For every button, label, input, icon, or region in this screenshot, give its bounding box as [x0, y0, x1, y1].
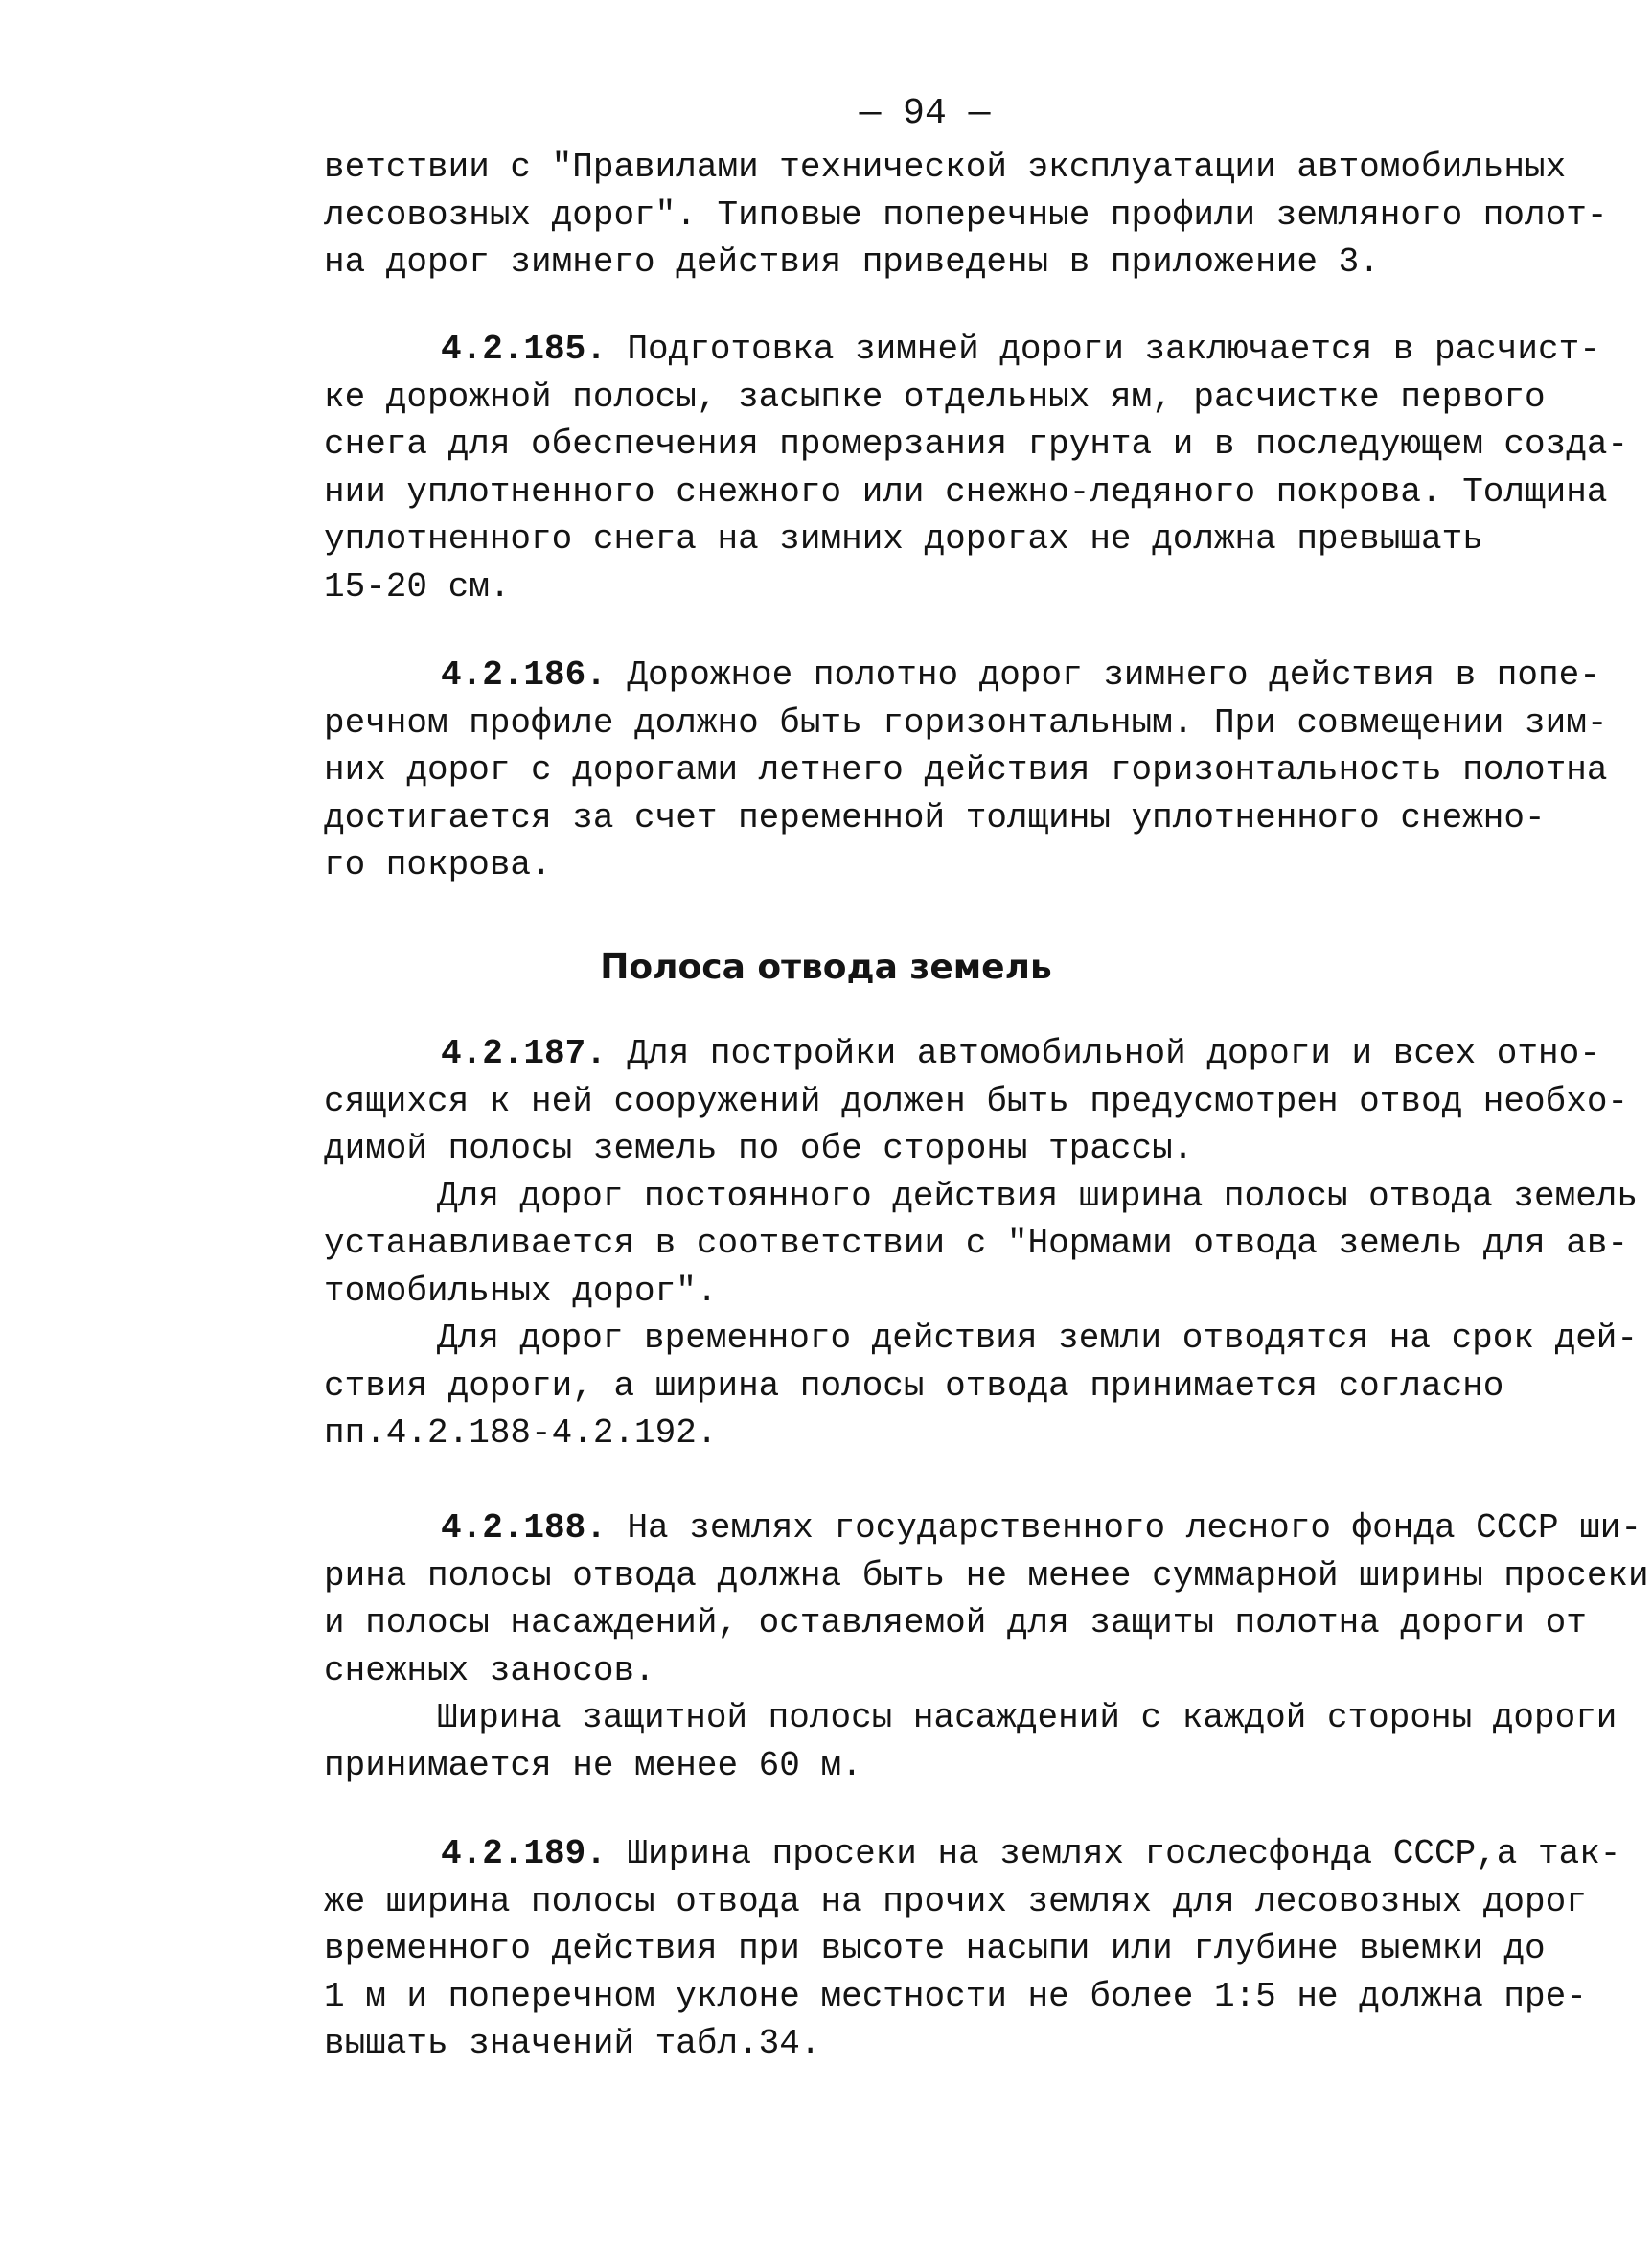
- paragraph-first-line: [324, 652, 1600, 700]
- clause-number: 4.2.187.: [441, 1034, 607, 1073]
- text-line: на дорог зимнего действия приведены в приложение 3.: [324, 242, 1380, 282]
- page-number: — 94 —: [859, 93, 991, 134]
- text-line: речном профиле должно быть горизонтальным. При совмещении зим-: [324, 702, 1608, 743]
- paragraph-first-line: [324, 1030, 1600, 1078]
- paragraph-4-2-189: [324, 1830, 1621, 2068]
- paragraph-first-line: [324, 1504, 1642, 1552]
- clause-number: 4.2.189.: [441, 1834, 607, 1873]
- text-line: димой полосы земель по обе стороны трассы.: [324, 1129, 1194, 1168]
- clause-number: 4.2.186.: [441, 655, 607, 695]
- text-line: го покрова.: [324, 845, 552, 884]
- text-line: снежных заносов.: [324, 1650, 655, 1690]
- text-line: них дорог с дорогами летнего действия горизонтальность полотна: [324, 750, 1608, 790]
- text-line: томобильных дорог".: [324, 1271, 718, 1311]
- text-line: же ширина полосы отвода на прочих землях для лесовозных дорог: [324, 1881, 1587, 1921]
- text-line: Ширина защитной полосы насаждений с каждой стороны дороги: [437, 1698, 1618, 1737]
- paragraph-4-2-188: [324, 1504, 1649, 1789]
- text-line: 15-20 см.: [324, 566, 511, 607]
- paragraph-first-line: [324, 1830, 1621, 1878]
- text-line: Для дорог временного действия земли отводятся на срок дей-: [437, 1319, 1639, 1358]
- text-line: ветствии с "Правилами технической эксплуатации автомобильных: [324, 148, 1567, 187]
- text-line: пп.4.2.188-4.2.192.: [324, 1413, 718, 1453]
- text-line: лесовозных дорог". Типовые поперечные профили земляного полот-: [324, 195, 1608, 235]
- text-line: временного действия при высоте насыпи или глубине выемки до: [324, 1929, 1546, 1968]
- text-line: ке дорожной полосы, засыпке отдельных ям, расчистке первого: [324, 377, 1546, 417]
- paragraph-first-line: [324, 326, 1600, 374]
- clause-number: 4.2.185.: [441, 330, 607, 369]
- text-line: уплотненного снега на зимних дорогах не должна превышать: [324, 519, 1483, 559]
- text-line: сящихся к ней сооружений должен быть предусмотрен отвод необхо-: [324, 1081, 1629, 1121]
- section-heading: Полоса отвода земель: [600, 948, 1052, 987]
- clause-number: 4.2.188.: [441, 1508, 607, 1548]
- text-line: Для дорог постоянного действия ширина полосы отвода земель: [437, 1176, 1639, 1216]
- text-line: ствия дороги, а ширина полосы отвода принимается согласно: [324, 1365, 1504, 1406]
- text-fragment: На землях государственного лесного фонда СССР ши-: [627, 1508, 1642, 1548]
- text-line: нии уплотненного снежного или снежно-ледяного покрова. Толщина: [324, 471, 1608, 512]
- text-line: рина полосы отвода должна быть не менее суммарной ширины просеки: [324, 1555, 1649, 1595]
- paragraph-4-2-186: [324, 652, 1608, 889]
- text-fragment: Для постройки автомобильной дороги и всех отно-: [627, 1034, 1600, 1073]
- text-fragment: Ширина просеки на землях гослесфонда СССР,а так-: [627, 1834, 1621, 1873]
- text-line: достигается за счет переменной толщины уплотненного снежно-: [324, 797, 1546, 838]
- text-fragment: Дорожное полотно дорог зимнего действия в попе-: [627, 655, 1600, 695]
- paragraph-4-2-187: [324, 1030, 1639, 1457]
- paragraph-intro: [324, 144, 1608, 287]
- text-line: снега для обеспечения промерзания грунта и в последующем созда-: [324, 425, 1629, 464]
- paragraph-4-2-185: [324, 326, 1629, 610]
- text-line: и полосы насаждений, оставляемой для защиты полотна дороги от: [324, 1603, 1587, 1642]
- text-fragment: Подготовка зимней дороги заключается в расчист-: [627, 330, 1600, 369]
- text-line: устанавливается в соответствии с "Нормами отвода земель для ав-: [324, 1224, 1629, 1263]
- text-line: 1 м и поперечном уклоне местности не более 1:5 не должна пре-: [324, 1976, 1587, 2016]
- text-line: вышать значений табл.34.: [324, 2024, 821, 2063]
- text-line: принимается не менее 60 м.: [324, 1745, 862, 1785]
